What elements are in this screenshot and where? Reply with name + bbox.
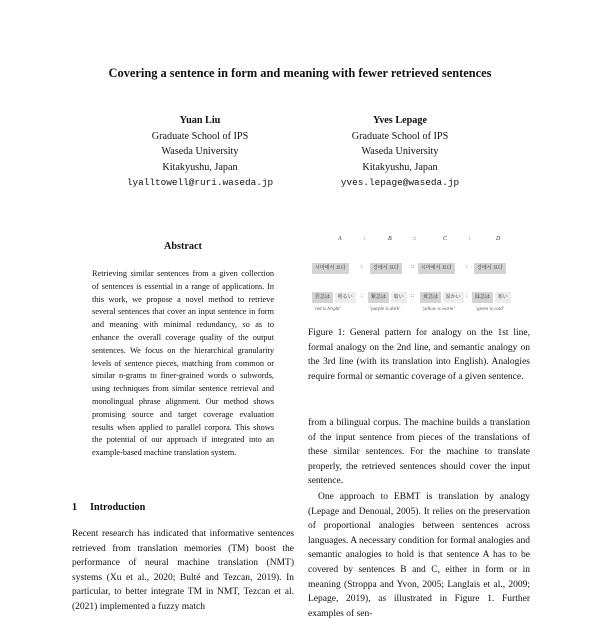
paragraph: from a bilingual corpus. The machine builds a translation of the input sentence from pieces of the translations of these similar sentences. For the machine to translate properly, the retrieved sentences should cover the input sentence. bbox=[308, 418, 530, 487]
figure-gloss: 'green is cold' bbox=[476, 307, 504, 312]
figure-separator: : bbox=[466, 264, 468, 270]
abstract-heading: Abstract bbox=[164, 241, 202, 252]
figure-row1-cell: 강에서 요다 bbox=[370, 263, 402, 274]
author-affiliation: Graduate School of IPS bbox=[151, 130, 249, 142]
figure-gloss: 'red is bright' bbox=[314, 307, 341, 312]
figure-separator: : bbox=[361, 293, 363, 299]
introduction-text: Recent research has indicated that informative sentences retrieved from translation memories (TM) boost the performance of neural machine translation (NMT) systems (Xu et al., 2020; Bulté and Tezcan, 2019). In particular, to better integrate TM in NMT, Tezcan et al. (2021) implemented a fuzzy match bbox=[72, 529, 294, 612]
figure-gloss: 'yellow is warm' bbox=[422, 307, 455, 312]
figure-row1-cell: 시마에서 요다 bbox=[418, 263, 455, 274]
figure-separator: :: bbox=[413, 236, 417, 242]
paper-title: Covering a sentence in form and meaning with fewer retrieved sentences bbox=[108, 66, 492, 80]
author-email[interactable]: lyalltowell@ruri.waseda.jp bbox=[126, 177, 274, 189]
section-heading-introduction bbox=[72, 502, 145, 513]
figure-word-box: 紫急は bbox=[368, 292, 389, 303]
figure-row2-cell bbox=[368, 292, 407, 303]
figure-label-b: B bbox=[388, 236, 392, 242]
figure-separator: : bbox=[364, 236, 366, 242]
figure-word-box: 暗い bbox=[391, 292, 407, 303]
figure-word-box: 緑急は bbox=[472, 292, 493, 303]
author-affiliation: Graduate School of IPS bbox=[351, 130, 449, 142]
author-name: Yuan Liu bbox=[179, 115, 221, 126]
figure-gloss: 'purple is dark' bbox=[370, 307, 401, 312]
figure-word-box: 寒い bbox=[495, 292, 511, 303]
author-block-2 bbox=[290, 113, 510, 191]
figure-row2-cell bbox=[472, 292, 511, 303]
figure-row1-cell: 강에서 요다 bbox=[474, 263, 506, 274]
author-location: Kitakyushu, Japan bbox=[162, 161, 238, 173]
author-university: Waseda University bbox=[161, 146, 239, 158]
right-column-text bbox=[308, 416, 530, 621]
figure-1 bbox=[308, 236, 530, 316]
author-name: Yves Lepage bbox=[372, 115, 428, 126]
figure-row2-cell bbox=[420, 292, 464, 303]
section-number: 1 bbox=[72, 502, 78, 513]
figure-caption: Figure 1: General pattern for analogy on the 1st line, formal analogy on the 2nd line, and semantic analogy on the 3rd line (with its translation into English). Analogies require formal or semantic coverage of a given sentence. bbox=[308, 328, 530, 382]
author-university: Waseda University bbox=[361, 146, 439, 158]
figure-separator: : bbox=[469, 236, 471, 242]
figure-separator: : bbox=[361, 264, 363, 270]
section-title: Introduction bbox=[90, 502, 146, 513]
abstract-text: Retrieving similar sentences from a given collection of sentences is essential in a range of applications. In this work, we propose a novel method to retrieve several sentences that cover an input sentence in form and meaning with minimal redundancy, so as to enhance the overall coverage quality of the output sentences. We focus on the hierarchical granularity levels of sentence pieces, matching from common or similar n-grams to finer-grained words o subwords, using techniques from similar sentence retrieval and monolingual phrase alignment. Our method shows promising source and target coverage evaluation results when applied to parallel corpora. This shows the potential of our approach if integrated into an example-based machine translation system. bbox=[92, 269, 274, 458]
author-block-1 bbox=[90, 113, 310, 191]
figure-word-box: 温かい bbox=[443, 292, 464, 303]
paragraph: One approach to EBMT is translation by analogy (Lepage and Denoual, 2005). It relies on the preservation of proportional analogies between sentences across languages. A necessary condition for formal analogies and semantic analogies to hold is that sentence A has to be covered by sentences B and C, either in form or in meaning (Stroppa and Yvon, 2005; Langlais et al., 2009; Lepage, 2019), as illustrated in Figure 1. Further examples of sen- bbox=[308, 491, 530, 619]
figure-word-box: 黄急は bbox=[420, 292, 441, 303]
author-email[interactable]: yves.lepage@waseda.jp bbox=[340, 177, 460, 189]
figure-label-a: A bbox=[338, 236, 342, 242]
figure-separator: : bbox=[466, 293, 468, 299]
figure-separator: :: bbox=[411, 293, 415, 299]
figure-row1-cell: 시마에서 요다 bbox=[312, 263, 349, 274]
figure-label-d: D bbox=[496, 236, 501, 242]
figure-word-box: 明るい bbox=[335, 292, 356, 303]
figure-row2-cell bbox=[312, 292, 356, 303]
figure-word-box: 若急は bbox=[312, 292, 333, 303]
figure-separator: :: bbox=[411, 264, 415, 270]
figure-label-c: C bbox=[443, 236, 448, 242]
author-location: Kitakyushu, Japan bbox=[362, 161, 438, 173]
